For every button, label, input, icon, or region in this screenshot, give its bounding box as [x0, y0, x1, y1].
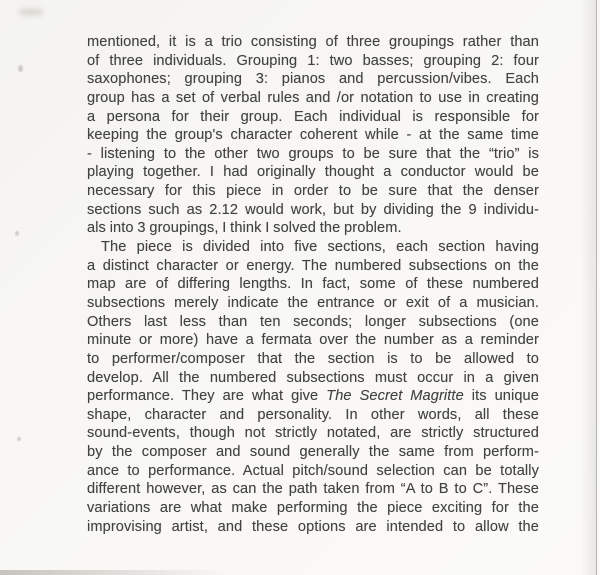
work-title-italic: The Secret Magritte — [326, 388, 464, 405]
text-segment: als into 3 groupings, I think I solved the problem. — [87, 220, 402, 237]
scan-speck — [15, 231, 19, 236]
text-segment: map are of differing lengths. In fact, some of these numbered — [87, 276, 539, 293]
text-segment: group has a set of verbal rules and /or notation to use in creating — [87, 89, 539, 106]
text-segment: shape, character and personality. In other words, all these — [87, 406, 539, 423]
text-segment: by the composer and sound generally the same from perform- — [87, 444, 539, 461]
text-line — [87, 89, 539, 108]
text-segment: - listening to the other two groups to be sure that the “trio” is — [87, 145, 539, 162]
text-segment: sections such as 2.12 would work, but by dividing the 9 individu- — [87, 201, 539, 218]
text-segment: ance to performance. Actual pitch/sound selection can be totally — [87, 462, 539, 479]
text-line — [87, 257, 539, 276]
text-segment: subsections merely indicate the entrance or exit of a musician. — [87, 294, 539, 311]
scan-speck — [17, 437, 21, 441]
text-segment: variations are what make performing the piece exciting for the — [87, 500, 539, 517]
text-line — [87, 406, 539, 425]
text-segment: keeping the group's character coherent while - at the same time — [87, 127, 539, 144]
text-segment: minute or more) have a fermata over the number as a reminder — [87, 332, 539, 349]
text-segment: develop. All the numbered subsections must occur in a given — [87, 369, 539, 386]
text-line — [87, 424, 539, 443]
text-line — [87, 182, 539, 201]
text-segment: a persona for their group. Each individual is responsible for — [87, 108, 539, 125]
text-segment: saxophones; grouping 3: pianos and percussion/vibes. Each — [87, 71, 539, 88]
text-segment: improvising artist, and these options are intended to allow the — [87, 518, 539, 535]
text-line — [87, 518, 539, 537]
text-line — [87, 499, 539, 518]
text-segment: playing together. I had originally thought a conductor would be — [87, 164, 539, 181]
text-line — [87, 387, 539, 406]
text-line — [87, 70, 539, 89]
text-segment: performance. They are what give — [87, 388, 327, 405]
text-line — [87, 275, 539, 294]
text-segment: different however, as can the path taken from “A to B to C”. These — [87, 481, 539, 498]
text-segment: its unique — [463, 388, 539, 405]
text-line — [87, 313, 539, 332]
text-line — [87, 480, 539, 499]
text-segment: necessary for this piece in order to be sure that the denser — [87, 183, 539, 200]
page-edge-shadow — [580, 0, 596, 575]
text-segment: to performer/composer that the section is to be allowed to — [87, 350, 539, 367]
text-line — [87, 108, 539, 127]
text-line — [87, 52, 539, 71]
scan-smudge — [18, 8, 44, 16]
text-line — [87, 331, 539, 350]
text-line — [87, 369, 539, 388]
text-segment: Others last less than ten seconds; longer subsections (one — [87, 313, 539, 330]
text-line — [87, 238, 539, 257]
text-line — [87, 126, 539, 145]
text-segment: of three individuals. Grouping 1: two basses; grouping 2: four — [87, 52, 539, 69]
body-text — [87, 33, 539, 536]
text-segment: a distinct character or energy. The numbered subsections on the — [87, 257, 539, 274]
text-line — [87, 443, 539, 462]
text-line — [87, 33, 539, 52]
text-line — [87, 294, 539, 313]
scan-speck — [18, 65, 23, 72]
text-segment: The piece is divided into five sections, each section having — [101, 239, 539, 256]
text-line — [87, 219, 539, 238]
text-segment: mentioned, it is a trio consisting of three groupings rather than — [87, 34, 539, 50]
text-line — [87, 163, 539, 182]
text-segment: sound-events, though not strictly notated, are strictly structured — [87, 425, 539, 442]
text-line — [87, 201, 539, 220]
page-edge-line — [596, 0, 597, 575]
text-line — [87, 462, 539, 481]
text-line — [87, 350, 539, 369]
text-line — [87, 145, 539, 164]
page-bottom-shadow — [0, 570, 230, 575]
